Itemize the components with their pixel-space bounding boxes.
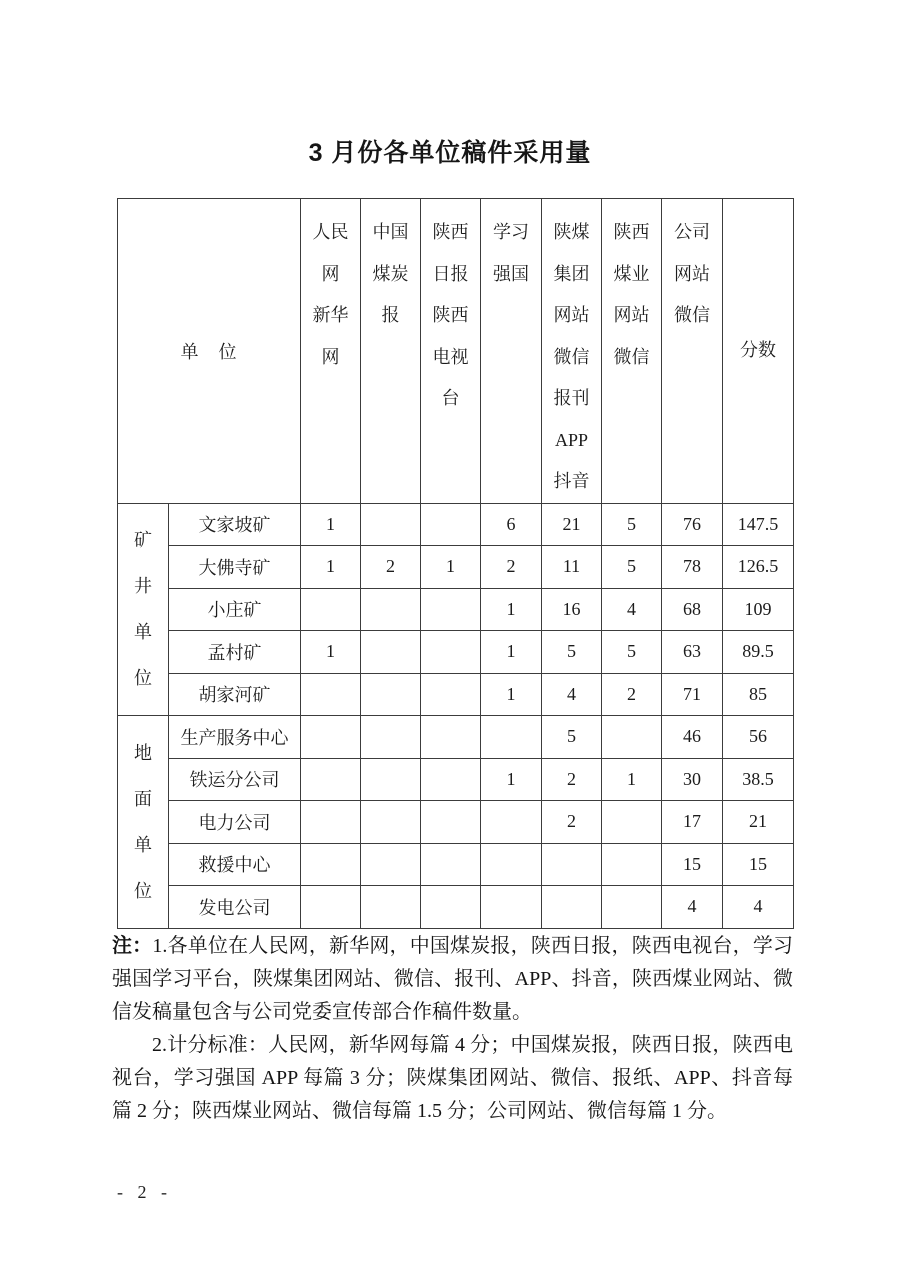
value-cell: 78 xyxy=(662,546,723,589)
value-cell: 1 xyxy=(481,631,542,674)
value-cell xyxy=(421,886,481,929)
column-header-line: 电视 xyxy=(432,346,469,367)
column-header-line: 网 xyxy=(321,263,340,284)
group-label xyxy=(118,716,169,929)
group-label-char: 地 xyxy=(134,742,152,763)
column-header-line: 陕西 xyxy=(613,222,650,242)
table-row xyxy=(118,716,794,759)
column-header-line: 陕煤 xyxy=(553,222,590,242)
value-cell: 21 xyxy=(542,503,602,546)
score-cell: 38.5 xyxy=(723,758,794,801)
value-cell xyxy=(361,716,421,759)
value-cell xyxy=(301,843,361,886)
group-label-char: 位 xyxy=(134,668,152,689)
value-cell: 46 xyxy=(662,716,723,759)
value-cell xyxy=(602,843,662,886)
value-cell xyxy=(602,886,662,929)
group-label-char: 单 xyxy=(134,622,152,643)
table-row xyxy=(118,588,794,631)
value-cell xyxy=(481,886,542,929)
column-header-line: 煤业 xyxy=(613,263,650,284)
column-header-line: 网站 xyxy=(553,305,590,325)
column-header-5 xyxy=(542,199,602,504)
value-cell: 5 xyxy=(542,716,602,759)
note-text-1: 1.各单位在人民网，新华网，中国煤炭报，陕西日报，陕西电视台，学习强国学习平台，陕煤集团网站、微信、报刊、APP、抖音，陕西煤业网站、微信发稿量包含与公司党委宣传部合作稿件数量。 xyxy=(112,935,794,1023)
value-cell xyxy=(421,801,481,844)
column-header-line: 台 xyxy=(441,388,460,408)
score-cell: 15 xyxy=(723,843,794,886)
value-cell xyxy=(421,673,481,716)
value-cell: 5 xyxy=(602,503,662,546)
header-row xyxy=(118,199,794,504)
value-cell: 5 xyxy=(542,631,602,674)
column-header-line: 煤炭 xyxy=(372,263,409,284)
score-cell: 21 xyxy=(723,801,794,844)
score-cell: 126.5 xyxy=(723,546,794,589)
value-cell xyxy=(421,758,481,801)
value-cell xyxy=(602,801,662,844)
note-paragraph-2 xyxy=(112,1029,793,1128)
score-table xyxy=(117,198,794,929)
value-cell xyxy=(361,631,421,674)
value-cell: 6 xyxy=(481,503,542,546)
column-header-line: 报 xyxy=(381,305,400,325)
value-cell xyxy=(361,886,421,929)
group-label-char: 单 xyxy=(134,834,152,855)
column-header-6 xyxy=(602,199,662,504)
value-cell xyxy=(361,801,421,844)
score-cell: 89.5 xyxy=(723,631,794,674)
value-cell xyxy=(421,716,481,759)
value-cell xyxy=(301,801,361,844)
column-header-line: 网 xyxy=(321,346,340,367)
value-cell xyxy=(301,886,361,929)
value-cell: 1 xyxy=(301,631,361,674)
table-row xyxy=(118,631,794,674)
value-cell: 30 xyxy=(662,758,723,801)
column-header-line: 强国 xyxy=(493,263,529,284)
value-cell: 1 xyxy=(301,503,361,546)
column-header-line: 集团 xyxy=(553,263,590,284)
column-header-7 xyxy=(662,199,723,504)
column-header-line: 公司 xyxy=(674,222,710,242)
value-cell: 2 xyxy=(542,758,602,801)
unit-name-cell: 生产服务中心 xyxy=(169,716,301,759)
value-cell xyxy=(301,758,361,801)
table-row xyxy=(118,758,794,801)
value-cell: 2 xyxy=(481,546,542,589)
column-header-line: 分数 xyxy=(740,340,776,360)
table-row xyxy=(118,546,794,589)
value-cell xyxy=(361,758,421,801)
score-cell: 147.5 xyxy=(723,503,794,546)
column-header-3 xyxy=(421,199,481,504)
group-label-char: 位 xyxy=(134,880,152,901)
column-header-line: 新华 xyxy=(312,305,349,325)
unit-name-cell: 孟村矿 xyxy=(169,631,301,674)
value-cell xyxy=(301,588,361,631)
column-header-line: 微信 xyxy=(613,346,650,367)
column-header-line: APP xyxy=(554,429,589,450)
unit-name-cell: 电力公司 xyxy=(169,801,301,844)
value-cell xyxy=(542,843,602,886)
value-cell xyxy=(421,588,481,631)
value-cell: 2 xyxy=(602,673,662,716)
value-cell: 4 xyxy=(662,886,723,929)
value-cell: 2 xyxy=(361,546,421,589)
score-cell: 56 xyxy=(723,716,794,759)
column-header-line: 微信 xyxy=(553,346,590,367)
column-header-line: 网站 xyxy=(613,305,650,325)
column-header-2 xyxy=(361,199,421,504)
table-row xyxy=(118,673,794,716)
value-cell: 68 xyxy=(662,588,723,631)
value-cell: 4 xyxy=(602,588,662,631)
value-cell: 4 xyxy=(542,673,602,716)
unit-name-cell: 发电公司 xyxy=(169,886,301,929)
group-label-char: 面 xyxy=(134,788,152,809)
note-text-2: 2.计分标准：人民网，新华网每篇 4 分；中国煤炭报，陕西日报，陕西电视台，学习强国 APP 每篇 3 分；陕煤集团网站、微信、报纸、APP、抖音每篇 2 分；陕西煤业网站、微信每篇 1.5 分；公司网站、微信每篇 1 分。 xyxy=(112,1034,793,1122)
column-header-line: 陕西 xyxy=(432,305,469,325)
column-header-4 xyxy=(481,199,542,504)
value-cell: 71 xyxy=(662,673,723,716)
value-cell: 15 xyxy=(662,843,723,886)
score-cell: 4 xyxy=(723,886,794,929)
value-cell xyxy=(481,843,542,886)
value-cell xyxy=(481,716,542,759)
column-header-line: 人民 xyxy=(312,222,349,242)
note-paragraph-1 xyxy=(112,930,793,1029)
unit-name-cell: 小庄矿 xyxy=(169,588,301,631)
value-cell xyxy=(361,503,421,546)
column-header-line: 网站 xyxy=(674,263,710,284)
value-cell: 76 xyxy=(662,503,723,546)
value-cell: 2 xyxy=(542,801,602,844)
value-cell: 16 xyxy=(542,588,602,631)
score-cell: 109 xyxy=(723,588,794,631)
value-cell: 17 xyxy=(662,801,723,844)
value-cell: 11 xyxy=(542,546,602,589)
value-cell xyxy=(361,588,421,631)
value-cell: 1 xyxy=(301,546,361,589)
column-header-line: 报刊 xyxy=(553,388,590,408)
value-cell: 1 xyxy=(481,758,542,801)
value-cell xyxy=(361,673,421,716)
unit-name-cell: 铁运分公司 xyxy=(169,758,301,801)
value-cell: 5 xyxy=(602,631,662,674)
value-cell xyxy=(421,843,481,886)
unit-name-cell: 文家坡矿 xyxy=(169,503,301,546)
value-cell xyxy=(421,503,481,546)
group-label xyxy=(118,503,169,716)
value-cell: 63 xyxy=(662,631,723,674)
table-row xyxy=(118,801,794,844)
table-row xyxy=(118,843,794,886)
unit-name-cell: 胡家河矿 xyxy=(169,673,301,716)
table-row xyxy=(118,503,794,546)
unit-name-cell: 救援中心 xyxy=(169,843,301,886)
column-header-line: 抖音 xyxy=(553,471,590,491)
value-cell xyxy=(361,843,421,886)
table-row xyxy=(118,886,794,929)
column-header-8 xyxy=(723,199,794,504)
page-title: 3 月份各单位稿件采用量 xyxy=(308,139,592,167)
value-cell xyxy=(421,631,481,674)
group-label-char: 井 xyxy=(134,576,152,597)
note-label: 注： xyxy=(112,935,153,957)
value-cell: 1 xyxy=(481,673,542,716)
value-cell xyxy=(301,716,361,759)
value-cell xyxy=(602,716,662,759)
unit-name-cell: 大佛寺矿 xyxy=(169,546,301,589)
group-label-char: 矿 xyxy=(134,530,152,551)
column-header-line: 陕西 xyxy=(432,222,469,242)
value-cell: 1 xyxy=(481,588,542,631)
score-cell: 85 xyxy=(723,673,794,716)
page-number: - 2 - xyxy=(117,1182,172,1202)
column-header-line: 中国 xyxy=(372,222,409,242)
value-cell xyxy=(301,673,361,716)
column-header-line: 学习 xyxy=(493,222,529,242)
notes-section xyxy=(112,930,793,1128)
value-cell xyxy=(481,801,542,844)
unit-header-cell: 单 位 xyxy=(118,199,301,504)
value-cell: 1 xyxy=(602,758,662,801)
value-cell: 1 xyxy=(421,546,481,589)
value-cell: 5 xyxy=(602,546,662,589)
column-header-line: 日报 xyxy=(432,263,469,284)
column-header-line: 微信 xyxy=(674,305,710,325)
column-header-1 xyxy=(301,199,361,504)
value-cell xyxy=(542,886,602,929)
